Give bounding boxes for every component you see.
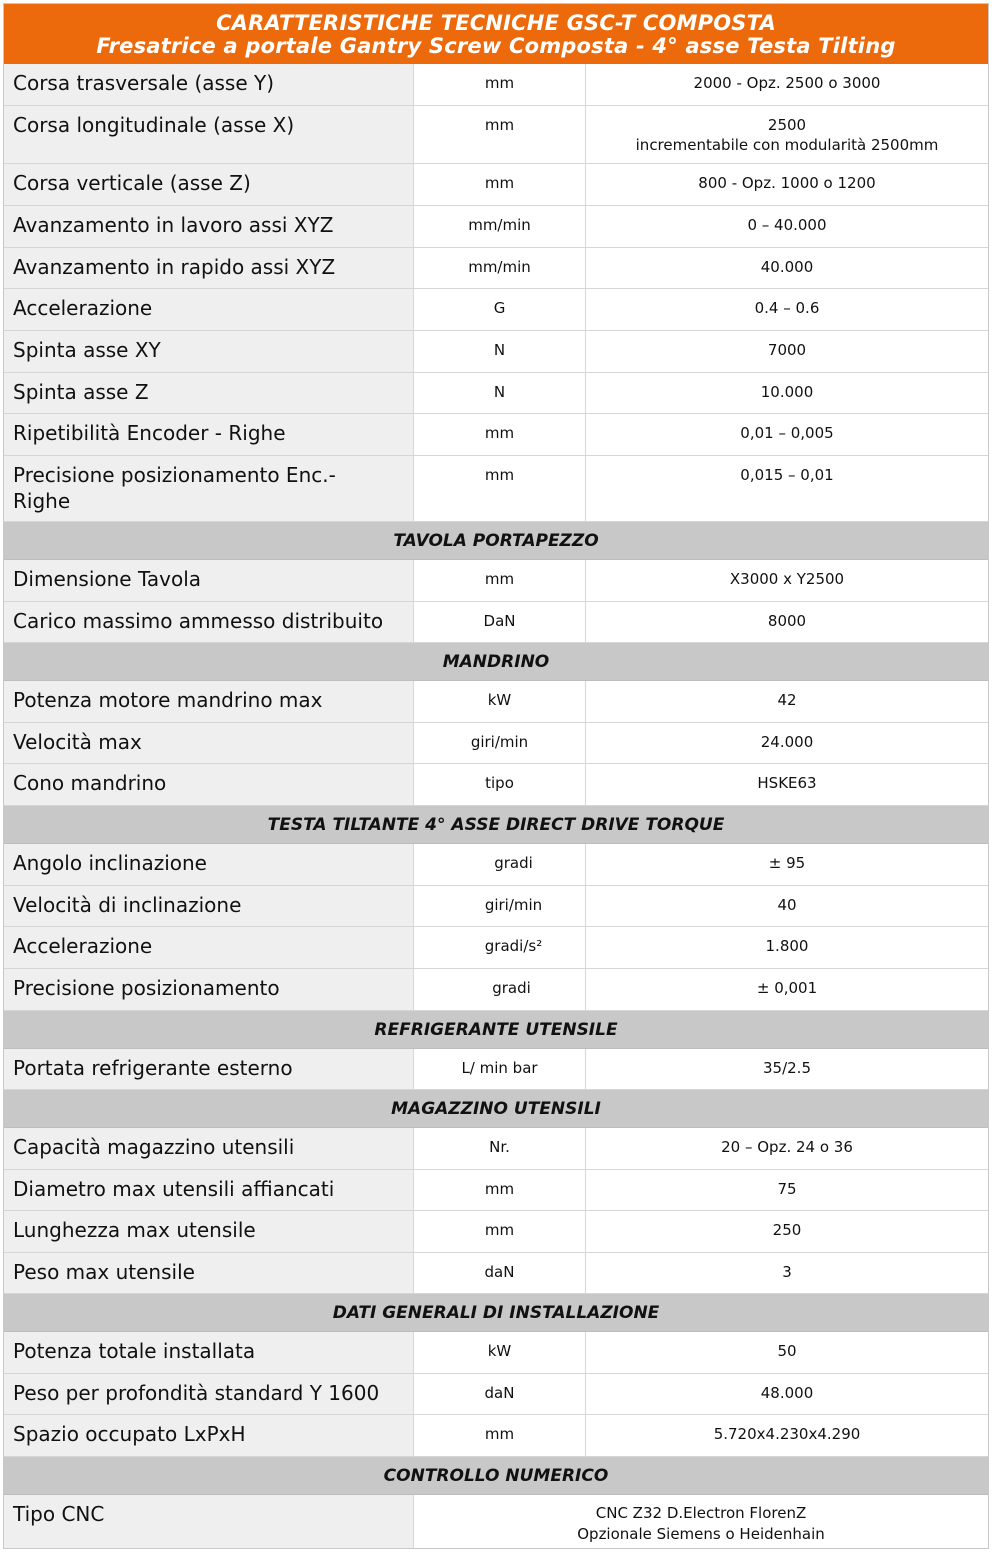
spec-label: Ripetibilità Encoder - Righe	[4, 414, 414, 455]
spec-row	[4, 456, 988, 522]
section-header: REFRIGERANTE UTENSILE	[4, 1011, 988, 1049]
spec-label: Potenza motore mandrino max	[4, 681, 414, 722]
spec-row	[4, 886, 988, 927]
spec-label: Spazio occupato LxPxH	[4, 1415, 414, 1456]
spec-label: Accelerazione	[4, 927, 414, 968]
spec-label: Tipo CNC	[4, 1495, 414, 1548]
spec-label: Precisione posizionamento	[4, 969, 414, 1010]
spec-unit: mm/min	[414, 206, 586, 247]
spec-row	[4, 927, 988, 969]
spec-label: Cono mandrino	[4, 764, 414, 805]
spec-row	[4, 1049, 988, 1090]
spec-row	[4, 106, 988, 164]
spec-unit: giri/min	[414, 886, 586, 926]
spec-row	[4, 844, 988, 886]
spec-value: 0 – 40.000	[747, 216, 827, 234]
spec-value-line: CNC Z32 D.Electron FlorenZ	[595, 1504, 807, 1522]
section-header: MAGAZZINO UTENSILI	[4, 1090, 988, 1128]
spec-row	[4, 560, 988, 602]
spec-unit: tipo	[414, 764, 586, 805]
spec-value: 48.000	[760, 1384, 814, 1402]
spec-unit: mm/min	[414, 248, 586, 288]
spec-value: 250	[772, 1221, 802, 1239]
spec-label: Portata refrigerante esterno	[4, 1049, 414, 1089]
spec-unit: N	[414, 373, 586, 413]
title-banner	[4, 4, 988, 64]
spec-unit: mm	[414, 106, 586, 163]
spec-row	[4, 723, 988, 764]
spec-label: Velocità max	[4, 723, 414, 763]
spec-unit: Nr.	[414, 1128, 586, 1169]
spec-row	[4, 1415, 988, 1457]
spec-row	[4, 764, 988, 806]
spec-unit: G	[414, 289, 586, 330]
spec-value: 0,015 – 0,01	[740, 466, 834, 484]
spec-value: HSKE63	[757, 774, 817, 792]
section-header: CONTROLLO NUMERICO	[4, 1457, 988, 1495]
spec-row	[4, 1170, 988, 1211]
spec-label: Precisione posizionamento Enc.-Righe	[4, 456, 414, 521]
spec-value	[414, 1495, 988, 1548]
section-header: MANDRINO	[4, 643, 988, 681]
spec-unit: giri/min	[414, 723, 586, 763]
spec-value: 20 – Opz. 24 o 36	[721, 1138, 853, 1156]
spec-label: Spinta asse XY	[4, 331, 414, 372]
section-header: TESTA TILTANTE 4° ASSE DIRECT DRIVE TORQUE	[4, 806, 988, 844]
spec-unit: kW	[414, 1332, 586, 1373]
spec-label: Avanzamento in lavoro assi XYZ	[4, 206, 414, 247]
spec-row	[4, 206, 988, 248]
spec-row	[4, 1253, 988, 1294]
spec-value: 75	[777, 1180, 797, 1198]
spec-value: 2000 - Opz. 2500 o 3000	[693, 74, 881, 92]
spec-label: Corsa longitudinale (asse X)	[4, 106, 414, 163]
spec-row	[4, 248, 988, 289]
spec-value: 40	[777, 896, 797, 914]
spec-value: 35/2.5	[763, 1059, 811, 1077]
spec-label: Angolo inclinazione	[4, 844, 414, 885]
spec-value: 10.000	[760, 383, 814, 401]
spec-label: Lunghezza max utensile	[4, 1211, 414, 1252]
spec-value: 5.720x4.230x4.290	[713, 1425, 861, 1443]
spec-row	[4, 331, 988, 373]
spec-label: Capacità magazzino utensili	[4, 1128, 414, 1169]
spec-row	[4, 969, 988, 1011]
spec-value: 42	[777, 691, 797, 709]
spec-value: ± 0,001	[756, 979, 818, 997]
spec-row	[4, 1128, 988, 1170]
spec-value-note: Opzionale Siemens o Heidenhain	[577, 1525, 825, 1543]
section-header: DATI GENERALI DI INSTALLAZIONE	[4, 1294, 988, 1332]
spec-label: Diametro max utensili affiancati	[4, 1170, 414, 1210]
spec-value-line: 2500	[767, 116, 807, 134]
sheet-title: CARATTERISTICHE TECNICHE GSC-T COMPOSTA	[216, 11, 776, 35]
spec-sheet	[3, 3, 989, 1549]
spec-row	[4, 1211, 988, 1253]
spec-value: 3	[782, 1263, 792, 1281]
spec-unit: gradi/s²	[414, 927, 586, 968]
spec-value: 7000	[767, 341, 807, 359]
spec-value: 24.000	[760, 733, 814, 751]
spec-unit: N	[414, 331, 586, 372]
spec-row	[4, 1332, 988, 1374]
spec-unit: L/ min bar	[414, 1049, 586, 1089]
spec-row	[4, 373, 988, 414]
spec-unit: mm	[414, 164, 586, 205]
spec-unit: gradi	[414, 844, 586, 885]
sheet-subtitle: Fresatrice a portale Gantry Screw Composta - 4° asse Testa Tilting	[96, 34, 896, 58]
spec-row	[4, 1495, 988, 1548]
spec-value: ± 95	[768, 854, 806, 872]
spec-row	[4, 289, 988, 331]
spec-value: 0.4 – 0.6	[754, 299, 820, 317]
spec-value: 0,01 – 0,005	[740, 424, 834, 442]
spec-value: 1.800	[765, 937, 809, 955]
spec-row	[4, 414, 988, 456]
spec-label: Carico massimo ammesso distribuito	[4, 602, 414, 642]
spec-value: 50	[777, 1342, 797, 1360]
spec-value: X3000 x Y2500	[729, 570, 845, 588]
spec-label: Peso max utensile	[4, 1253, 414, 1293]
spec-unit: mm	[414, 64, 586, 105]
spec-value: 40.000	[760, 258, 814, 276]
spec-label: Corsa trasversale (asse Y)	[4, 64, 414, 105]
spec-value	[586, 106, 988, 163]
spec-unit: mm	[414, 1415, 586, 1456]
spec-unit: kW	[414, 681, 586, 722]
spec-row	[4, 681, 988, 723]
spec-unit: mm	[414, 1211, 586, 1252]
spec-value-note: incrementabile con modularità 2500mm	[635, 136, 939, 154]
spec-value: 8000	[767, 612, 807, 630]
spec-label: Corsa verticale (asse Z)	[4, 164, 414, 205]
spec-label: Dimensione Tavola	[4, 560, 414, 601]
spec-unit: DaN	[414, 602, 586, 642]
spec-unit: mm	[414, 414, 586, 455]
spec-row	[4, 1374, 988, 1415]
spec-label: Velocità di inclinazione	[4, 886, 414, 926]
spec-value: 800 - Opz. 1000 o 1200	[698, 174, 876, 192]
spec-row	[4, 164, 988, 206]
spec-unit: daN	[414, 1253, 586, 1293]
spec-unit: mm	[414, 1170, 586, 1210]
spec-row	[4, 602, 988, 643]
spec-unit: mm	[414, 560, 586, 601]
spec-row	[4, 64, 988, 106]
spec-unit: mm	[414, 456, 586, 521]
spec-label: Peso per profondità standard Y 1600	[4, 1374, 414, 1414]
spec-unit: gradi	[414, 969, 586, 1010]
section-header: TAVOLA PORTAPEZZO	[4, 522, 988, 560]
spec-label: Spinta asse Z	[4, 373, 414, 413]
spec-label: Potenza totale installata	[4, 1332, 414, 1373]
spec-label: Accelerazione	[4, 289, 414, 330]
spec-unit: daN	[414, 1374, 586, 1414]
spec-label: Avanzamento in rapido assi XYZ	[4, 248, 414, 288]
